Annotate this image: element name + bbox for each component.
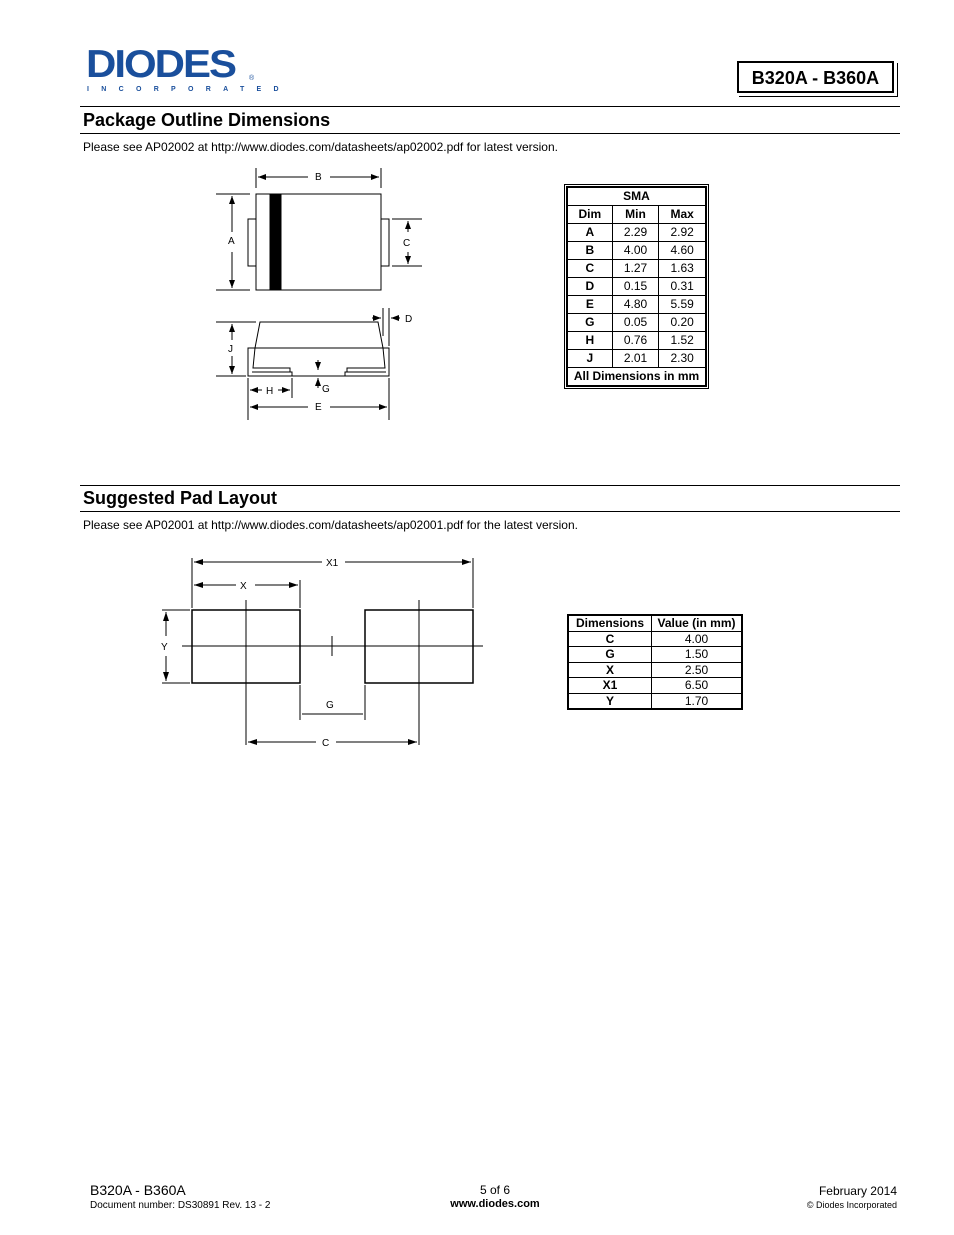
pad-value-cell: 6.50 [652,678,743,694]
sma-dim-cell: A [567,224,612,242]
table-row [567,314,706,332]
sma-dim-cell: H [567,332,612,350]
pad-layout-drawing [0,540,954,760]
package-outline-note: Please see AP02002 at http://www.diodes.com/datasheets/ap02002.pdf for latest version. [83,140,558,154]
pad-dim-cell: G [568,647,652,663]
dim-label-d: D [405,314,413,325]
pad-dimensions-table [567,614,743,710]
pad-label-y: Y [161,642,168,653]
pad-col-value: Value (in mm) [652,615,743,631]
sma-min-cell: 0.76 [612,332,659,350]
sma-min-cell: 0.05 [612,314,659,332]
sma-col-max: Max [659,206,706,224]
footer-part-number: B320A - B360A [90,1182,186,1198]
sma-max-cell: 5.59 [659,296,706,314]
table-row [567,242,706,260]
section-rule [80,511,900,512]
diodes-logo: DIODES [86,42,236,86]
package-outline-title: Package Outline Dimensions [83,110,331,130]
dim-label-h: H [266,386,274,397]
sma-col-dim: Dim [567,206,612,224]
sma-max-cell: 4.60 [659,242,706,260]
dim-label-g: G [322,384,330,395]
table-row [567,224,706,242]
sma-max-cell: 2.30 [659,350,706,368]
footer-date: February 2014 [818,1184,897,1198]
sma-min-cell: 1.27 [612,260,659,278]
sma-dim-cell: E [567,296,612,314]
table-row [567,350,706,368]
table-row [568,631,742,647]
pad-value-cell: 2.50 [652,662,743,678]
sma-table-footer: All Dimensions in mm [567,368,706,387]
pad-value-cell: 1.70 [652,693,743,709]
table-row [567,296,706,314]
footer-website: www.diodes.com [450,1198,540,1210]
sma-dim-cell: B [567,242,612,260]
sma-max-cell: 2.92 [659,224,706,242]
footer-document-number: Document number: DS30891 Rev. 13 - 2 [90,1200,271,1211]
footer-page-number: 5 of 6 [479,1183,511,1197]
dim-label-a: A [228,236,235,247]
sma-min-cell: 4.80 [612,296,659,314]
pad-dim-cell: X [568,662,652,678]
pad-value-cell: 1.50 [652,647,743,663]
table-row [568,662,742,678]
header-part-number: B320A - B360A [737,61,894,93]
package-outline-drawing [0,0,954,440]
pad-label-x1: X1 [326,558,339,569]
dim-label-j: J [228,344,233,355]
pad-label-x: X [240,581,247,592]
pad-value-cell: 4.00 [652,631,743,647]
sma-dimensions-table [566,186,707,387]
table-row [568,647,742,663]
sma-max-cell: 1.52 [659,332,706,350]
pad-dim-cell: X1 [568,678,652,694]
logo-subtext: INCORPORATED [87,86,291,93]
registered-mark: ® [249,75,255,82]
sma-max-cell: 0.20 [659,314,706,332]
pad-dim-cell: C [568,631,652,647]
table-row [568,678,742,694]
sma-min-cell: 4.00 [612,242,659,260]
sma-table-title: SMA [567,187,706,206]
sma-dim-cell: J [567,350,612,368]
section-rule [80,485,900,486]
pad-col-dimensions: Dimensions [568,615,652,631]
dim-label-b: B [315,172,322,183]
dim-label-e: E [315,402,322,413]
table-row [567,332,706,350]
table-row [568,693,742,709]
sma-max-cell: 0.31 [659,278,706,296]
sma-max-cell: 1.63 [659,260,706,278]
pad-dim-cell: Y [568,693,652,709]
sma-dim-cell: G [567,314,612,332]
sma-dim-cell: D [567,278,612,296]
pad-label-g: G [326,700,334,711]
table-row [567,278,706,296]
pad-layout-title: Suggested Pad Layout [83,488,278,508]
sma-dim-cell: C [567,260,612,278]
pad-layout-note: Please see AP02001 at http://www.diodes.com/datasheets/ap02001.pdf for the latest version. [83,518,578,532]
dim-label-c: C [403,238,411,249]
sma-col-min: Min [612,206,659,224]
table-row [567,260,706,278]
footer-copyright: © Diodes Incorporated [806,1200,897,1210]
sma-min-cell: 0.15 [612,278,659,296]
sma-min-cell: 2.29 [612,224,659,242]
sma-min-cell: 2.01 [612,350,659,368]
pad-label-c: C [322,738,330,749]
